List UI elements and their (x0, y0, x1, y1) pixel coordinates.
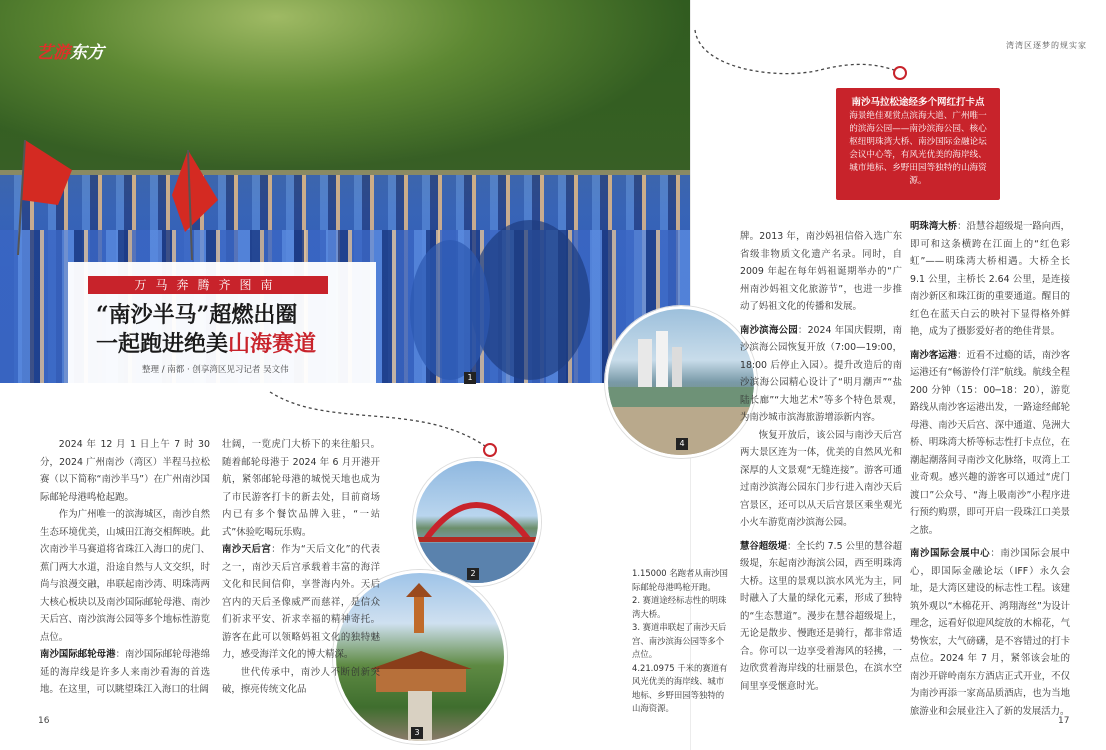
subhead: 南沙滨海公园 (740, 324, 798, 336)
caption-4: 4.21.0975 千米的赛道有风光优美的海岸线、城市地标、乡野田园等独特的山海资源。 (632, 662, 728, 713)
subhead: 南沙客运港 (910, 349, 958, 361)
article-column-2 (222, 436, 380, 699)
city-illustration (608, 309, 754, 455)
callout-box (836, 88, 1000, 200)
subhead: 南沙国际会展中心 (910, 548, 991, 559)
paragraph: 壮阔，一览虎门大桥下的来往船只。随着邮轮母港于 2024 年 6 月开港开航，紧邻邮轮母港的城悦天地也成为了市民游客打卡的新去处，目前商场内已有多个餐饮品牌入驻，“一站式”休验吃喝玩乐购。 (222, 439, 380, 538)
headline-line-1: “南沙半马”超燃出圈 (96, 302, 298, 328)
paragraph: 恢复开放后，该公园与南沙天后宫两大景区连为一体，优美的自然风光和深厚的人文景观“无缝连接”。游客可通过南沙滨海公园东门步行进入南沙天后宫景区，还可以从天后宫景区乘坐观光小火车游览南沙滨海公园。 (740, 429, 902, 528)
subhead: 南沙国际邮轮母港 (40, 649, 116, 660)
caption-2: 2. 赛道途经标志性的明珠湾大桥。 (632, 595, 727, 619)
paragraph: 牌。2013 年，南沙妈祖信俗入选广东省级非物质文化遗产名录。同时，自 2009 年起在每年妈祖诞期举办的“广州南沙妈祖文化旅游节”，也进一步推动了妈祖文化的传播和发展。 (740, 231, 902, 312)
paragraph-with-subhead: 南沙滨海公园：2024 年国庆假期，南沙滨海公园恢复开放（7:00—19:00，18:00 后停止入园）。提升改造后的南沙滨海公园精心设计了“明月潮声”“盐陆长廊”“大地艺术”等多个特色景观，为南沙城市滨海旅游增添新内容。 (740, 324, 902, 423)
route-marker-2 (893, 66, 907, 80)
route-marker-1 (483, 443, 497, 457)
title-kicker: 万马奔腾齐图南 (88, 276, 328, 294)
photo-number-1: 1 (464, 372, 476, 384)
photo-number-3: 3 (411, 727, 423, 739)
paragraph-with-subhead: 慧谷超级堤：全长约 7.5 公里的慧谷超级堤，东起南沙海滨公园，西至明珠湾大桥。这里的景观以滨水风光为主，同时融入了大量的绿化元素，形成了独特的“生态慧道”。漫步在慧谷超级堤上，无论是散步、慢跑还是骑行，都非常适合。你可以一边享受着海风的轻拂，一边欣赏着海岸线的壮丽景色，在滨水空间里享受惬意时光。 (740, 540, 902, 692)
callout-title: 南沙马拉松途经多个网红打卡点 (851, 97, 985, 108)
page-number-left: 16 (38, 716, 50, 726)
bridge-illustration (416, 461, 538, 583)
paragraph-with-subhead: 南沙客运港：近看不过瘾的话，南沙客运港还有“畅游伶仃洋”航线。航线全程 200 分钟（15：00─18：20），游览路线从南沙客运港出发，一路途经邮轮母港、南沙天后宫、深中通道、凫洲大桥、明珠湾大桥等标志性打卡点位，在潮起潮落间寻南沙文化脉络，叹湾上工业奇观。感兴趣的游客可以通过“虎门渡口”公众号、“海上吸南沙”小程序进行预约购票，即可开启一段珠江口美景之旅。 (910, 349, 1070, 536)
photo-number-2: 2 (467, 568, 479, 580)
paragraph-with-subhead: 南沙天后宫：作为“天后文化”的代表之一，南沙天后宫承载着丰富的海洋文化和民间信仰，享誉海内外。天后宫内的天后圣像威严而慈祥，是信众们祈求平安、祈求幸福的精神寄托。游客在此可以领略妈祖文化的独特魅力，感受海洋文化的博大精深。 (222, 544, 380, 660)
caption-1: 1.15000 名跑者从南沙国际邮轮母港鸣枪开跑。 (632, 568, 728, 592)
photo-coastal-city (605, 306, 757, 458)
paragraph-with-subhead: 南沙国际邮轮母港：南沙国际邮轮母港绵延的海岸线是许多人来南沙看海的首选地。在这里，可以眺望珠江入海口的壮阔 (40, 649, 210, 695)
byline: 整理 / 南都 · 创享湾区见习记者 吴文伟 (142, 365, 289, 375)
paragraph: 作为广州唯一的滨海城区，南沙自然生态环境优美，山城田江海交相辉映。此次南沙半马赛道将省珠江入海口的虎门、蕉门两大水道，沿途自然与人文交织，时尚与浪漫交融，串联起南沙湾、明珠湾两大核心板块以及南沙国际邮轮母港、南沙天后宫、南沙滨海公园等多个地标性游览点位。 (40, 509, 210, 643)
paragraph: 2024 年 12 月 1 日上午 7 时 30 分，2024 广州南沙（湾区）半程马拉松赛（以下简称“南沙半马”）在广州南沙国际邮轮母港鸣枪起跑。 (40, 439, 210, 503)
article-column-4 (910, 218, 1070, 720)
article-column-3 (740, 228, 902, 695)
headline-line-2: 一起跑进绝美山海赛道 (96, 331, 317, 357)
route-dash-2 (695, 30, 900, 74)
running-head: 湾湾区逐梦的规实家 (1006, 41, 1087, 50)
subhead: 南沙天后宫 (222, 544, 272, 555)
photo-captions (632, 567, 730, 716)
section-logo: 艺游东方 (36, 43, 104, 63)
subhead: 明珠湾大桥 (910, 221, 958, 232)
paragraph-with-subhead: 明珠湾大桥：沿慧谷超级堤一路向西，即可和这条横跨在江面上的“红色彩虹”——明珠湾大桥相遇。大桥全长 9.1 公里，主桥长 2.64 公里，是连接南沙新区和珠江街的重要通道。醒目的红色在蓝天白云的映衬下显得格外鲜艳，成为了摄影爱好者的绝佳背景。 (910, 221, 1070, 337)
caption-3: 3. 赛道串联起了南沙天后宫、南沙滨海公园等多个点位。 (632, 622, 727, 659)
paragraph: 世代传承中，南沙人不断创新突破，擦亮传统文化品 (222, 666, 380, 695)
callout-body: 海景绝佳观赏点滨海大道、广州唯一的滨海公园——南沙滨海公园、核心枢纽明珠湾大桥、南沙国际金融论坛会议中心等，有风光优美的海岸线、城市地标、乡野田园等独特的山海资源。 (849, 111, 987, 186)
paragraph-with-subhead: 南沙国际会展中心：南沙国际会展中心，即国际金融论坛（IFF）永久会址，是大湾区建设的标志性工程。该建筑外观以“木棉花开、鸿翔海丝”为设计理念，远看好似迎风绽放的木棉花，气势恢宏，大气磅礴，是不容错过的打卡点位。2024 年 7 月，紧邻该会址的南沙开辟岭南东方酒店正式开业，不仅为南沙再添一家高品质酒店，也为当地旅游业和会展业注入了新的发展活力。 (910, 548, 1070, 717)
page-number-right: 17 (1058, 716, 1070, 726)
subhead: 慧谷超级堤 (740, 540, 788, 552)
photo-number-4: 4 (676, 438, 688, 450)
article-column-1 (40, 436, 210, 699)
photo-bridge (413, 458, 541, 586)
